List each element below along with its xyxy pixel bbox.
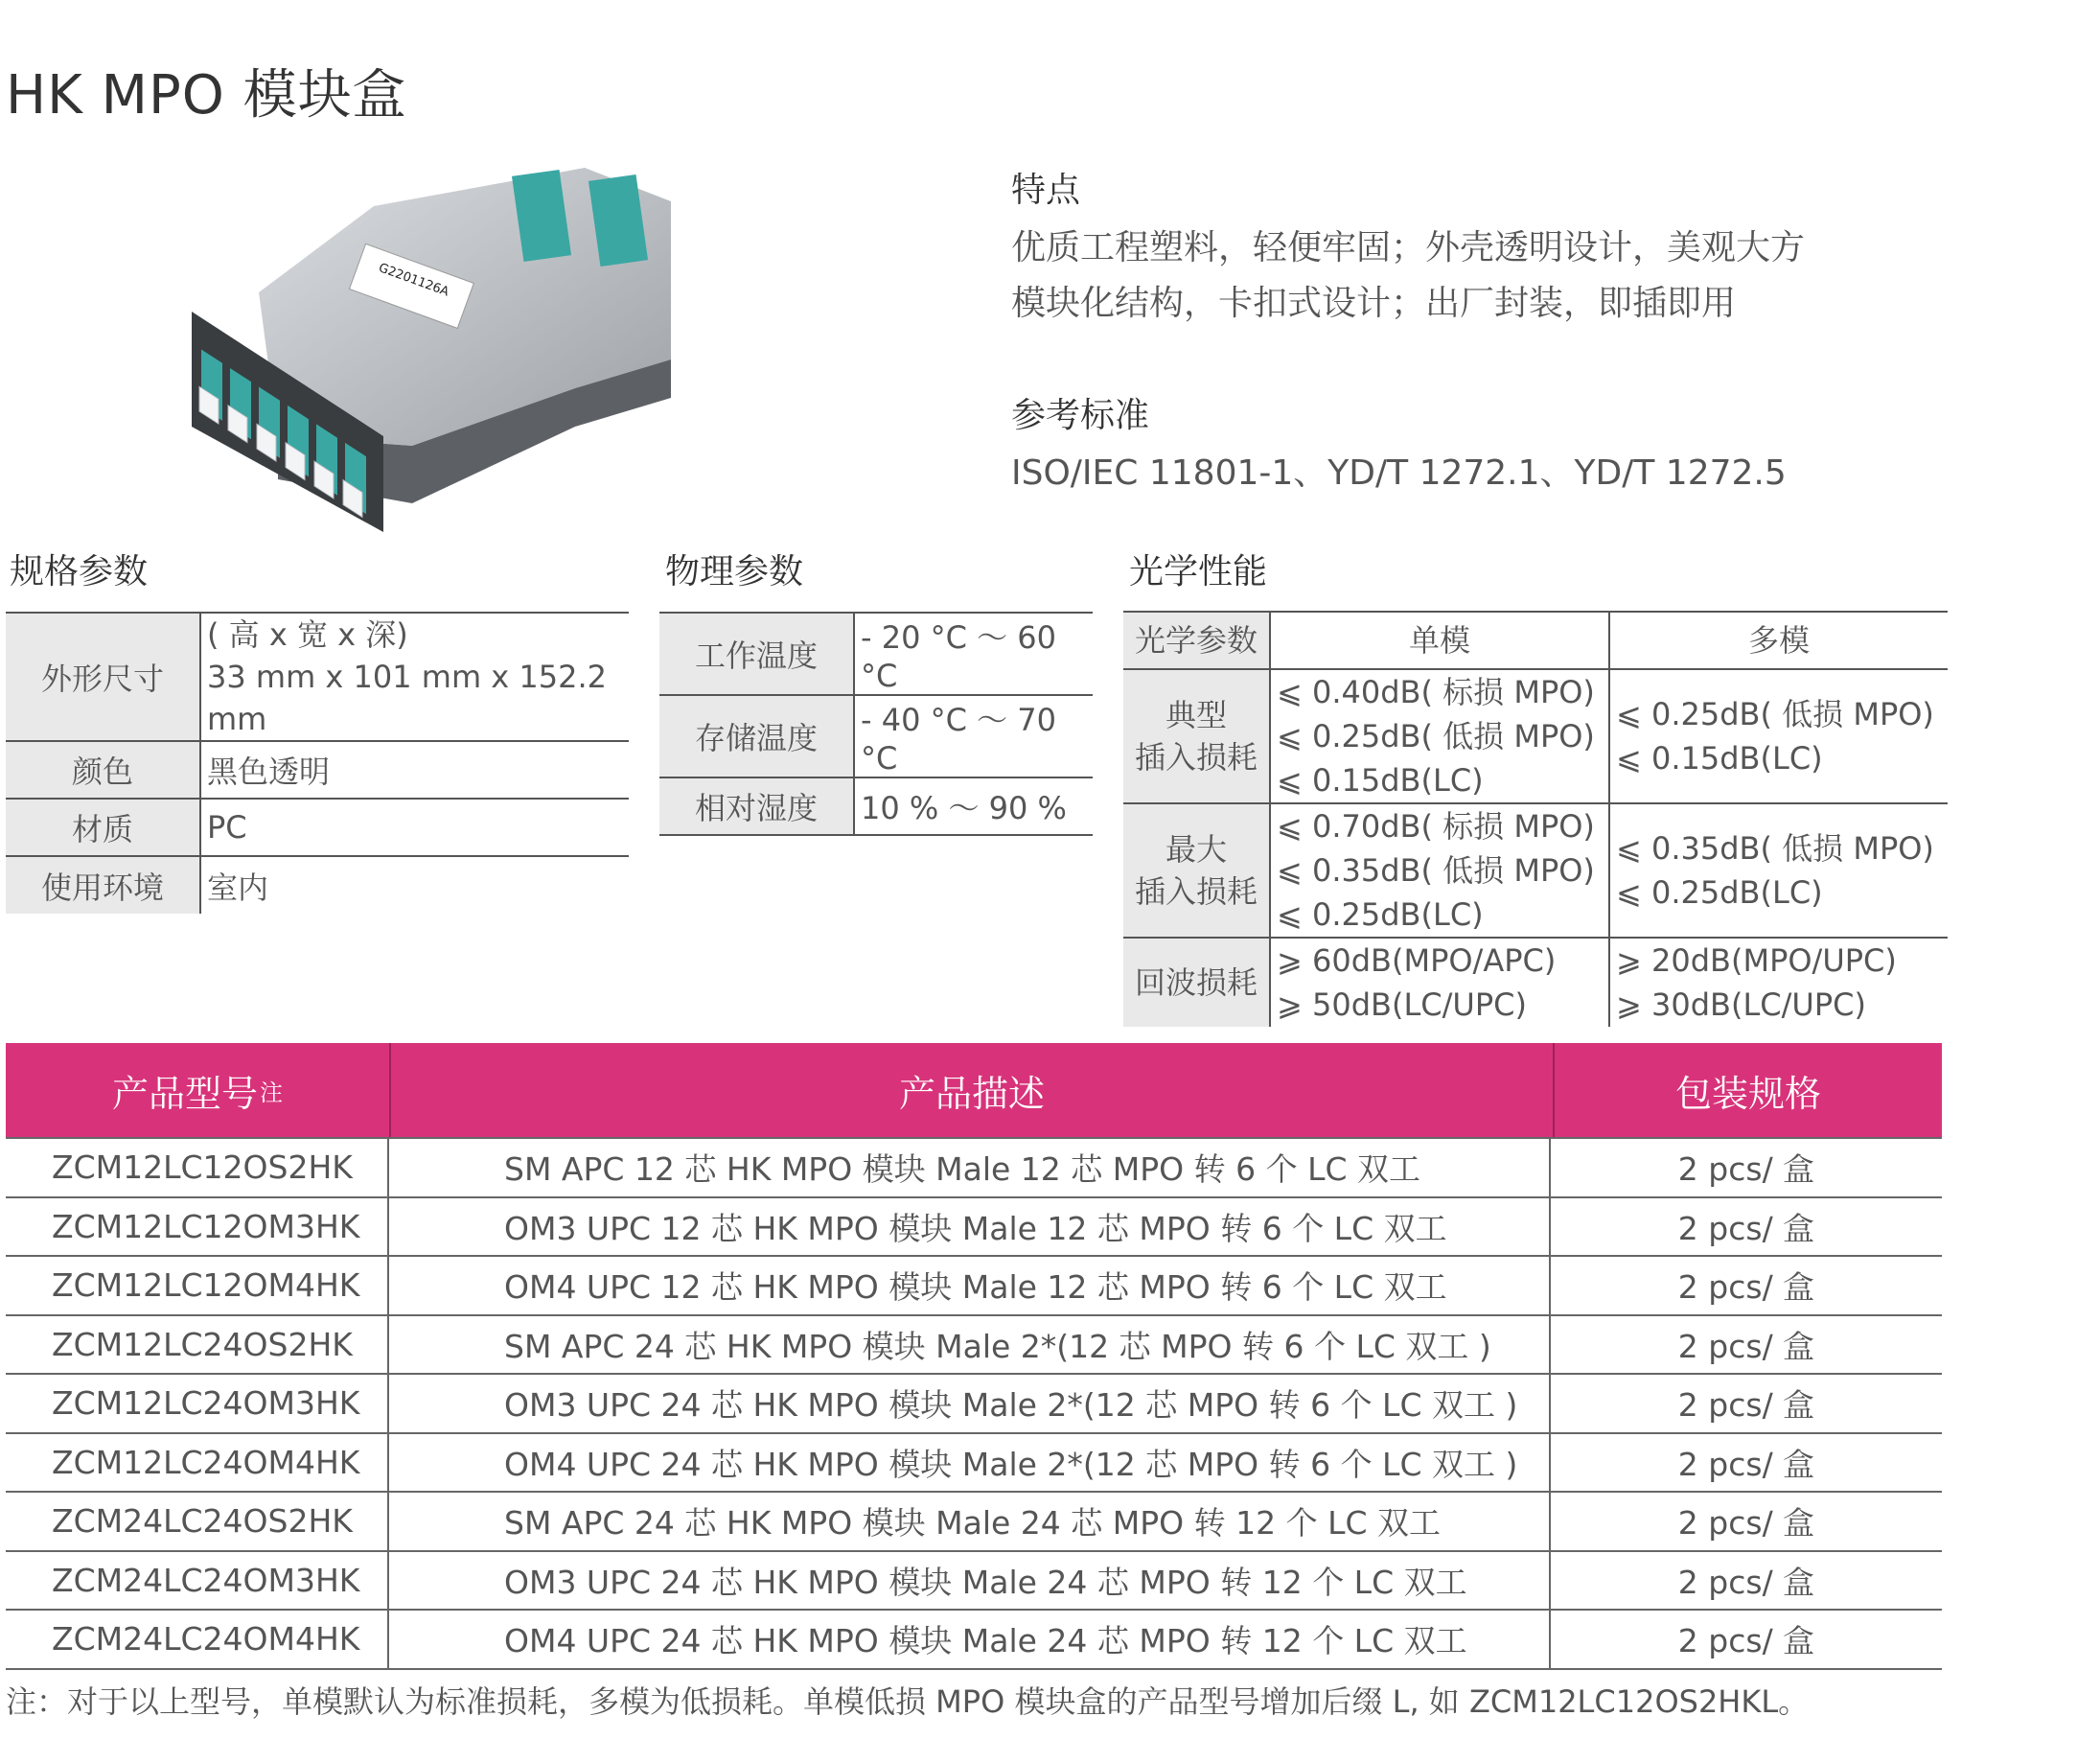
optical-row-label: 插入损耗 (1134, 873, 1258, 910)
spec-label: 材质 (6, 799, 200, 856)
table-row (6, 1611, 1942, 1670)
page-title: HK MPO 模块盒 (6, 64, 407, 127)
physical-label: 相对湿度 (659, 777, 854, 835)
model-cell: ZCM24LC24OM4HK (6, 1611, 389, 1668)
desc-cell: OM4 UPC 24 芯 HK MPO 模块 Male 2*(12 芯 MPO 转 6 个 LC 双工 ) (389, 1434, 1551, 1492)
pack-cell: 2 pcs/ 盒 (1677, 1445, 1815, 1483)
optical-row-label: 插入损耗 (1134, 739, 1258, 776)
optical-mm-value: ⩽ 0.35dB( 低损 MPO) (1616, 830, 1934, 867)
spec-value: PC (207, 809, 247, 846)
optical-mm-value: ⩾ 20dB(MPO/UPC) (1616, 942, 1897, 979)
spec-value: 33 mm x 101 mm x 152.2 mm (207, 659, 607, 737)
model-cell: ZCM12LC24OM3HK (6, 1375, 389, 1432)
spec-label: 颜色 (6, 741, 200, 799)
optical-sm-value: ⩾ 50dB(LC/UPC) (1277, 986, 1527, 1023)
physical-table (659, 612, 1093, 836)
desc-cell: OM3 UPC 24 芯 HK MPO 模块 Male 2*(12 芯 MPO 转 6 个 LC 双工 ) (389, 1375, 1551, 1432)
physical-value: 10 % ～ 90 % (861, 790, 1067, 826)
feature-line: 优质工程塑料，轻便牢固；外壳透明设计，美观大方 (1011, 228, 1806, 267)
optical-mm-value: ⩽ 0.25dB(LC) (1616, 874, 1823, 911)
optical-row-label: 回波损耗 (1123, 938, 1270, 1027)
model-cell: ZCM24LC24OM3HK (6, 1552, 389, 1610)
optical-sm-value: ⩽ 0.15dB(LC) (1277, 762, 1484, 799)
spec-heading: 规格参数 (10, 552, 149, 592)
spec-label: 使用环境 (6, 856, 200, 914)
footnote: 注：对于以上型号，单模默认为标准损耗，多模为低损耗。单模低损 MPO 模块盒的产品型号增加后缀 L, 如 ZCM12LC12OS2HKL。 (6, 1683, 1810, 1720)
physical-heading: 物理参数 (665, 552, 804, 592)
table-row (6, 1434, 1942, 1494)
model-header (6, 1043, 391, 1137)
desc-cell: OM4 UPC 12 芯 HK MPO 模块 Male 12 芯 MPO 转 6 个 LC 双工 (389, 1257, 1551, 1314)
table-row (6, 1316, 1942, 1376)
optical-table (1123, 611, 1948, 1027)
table-row (6, 1137, 1942, 1198)
product-table-header (6, 1043, 1942, 1137)
model-cell: ZCM12LC12OS2HK (6, 1139, 389, 1196)
optical-sm-value: ⩽ 0.70dB( 标损 MPO) (1277, 808, 1595, 845)
mpo-module-box-image (173, 149, 681, 551)
pack-cell: 2 pcs/ 盒 (1677, 1386, 1815, 1425)
spec-value: 黑色透明 (207, 754, 331, 790)
physical-label: 存储温度 (659, 695, 854, 777)
optical-param-header: 光学参数 (1123, 612, 1270, 669)
model-cell: ZCM24LC24OS2HK (6, 1493, 389, 1550)
label-code: G2201126A (376, 261, 451, 300)
table-row (6, 1493, 1942, 1552)
pack-cell: 2 pcs/ 盒 (1677, 1209, 1815, 1247)
desc-cell: OM3 UPC 24 芯 HK MPO 模块 Male 24 芯 MPO 转 12 个 LC 双工 (389, 1552, 1551, 1610)
optical-heading: 光学性能 (1129, 552, 1268, 592)
pack-cell: 2 pcs/ 盒 (1677, 1268, 1815, 1307)
optical-mm-header: 多模 (1609, 612, 1948, 669)
standards-value: ISO/IEC 11801-1、YD/T 1272.1、YD/T 1272.5 (1011, 453, 1787, 493)
model-header-label: 产品型号 (111, 1072, 258, 1115)
pack-cell: 2 pcs/ 盒 (1677, 1150, 1815, 1189)
optical-mm-value: ⩽ 0.15dB(LC) (1616, 740, 1823, 777)
physical-value: - 20 °C ～ 60 °C (861, 619, 1057, 694)
table-row (6, 1552, 1942, 1612)
features-heading: 特点 (1011, 171, 1081, 210)
optical-sm-value: ⩽ 0.25dB( 低损 MPO) (1277, 718, 1595, 754)
pack-cell: 2 pcs/ 盒 (1677, 1327, 1815, 1365)
optical-sm-value: ⩽ 0.25dB(LC) (1277, 896, 1484, 933)
desc-cell: SM APC 24 芯 HK MPO 模块 Male 2*(12 芯 MPO 转 6 个 LC 双工 ) (389, 1316, 1551, 1374)
product-table (6, 1043, 1942, 1670)
model-cell: ZCM12LC12OM3HK (6, 1198, 389, 1256)
physical-value: - 40 °C ～ 70 °C (861, 702, 1057, 777)
desc-cell: SM APC 24 芯 HK MPO 模块 Male 24 芯 MPO 转 12 个 LC 双工 (389, 1493, 1551, 1550)
optical-mm-value: ⩾ 30dB(LC/UPC) (1616, 986, 1866, 1023)
desc-cell: OM3 UPC 12 芯 HK MPO 模块 Male 12 芯 MPO 转 6 个 LC 双工 (389, 1198, 1551, 1256)
optical-sm-value: ⩽ 0.40dB( 标损 MPO) (1277, 674, 1595, 710)
standards-heading: 参考标准 (1011, 396, 1150, 435)
model-header-note: 注 (260, 1079, 283, 1106)
desc-header: 产品描述 (391, 1043, 1555, 1137)
spec-value: 室内 (207, 869, 269, 906)
table-row (6, 1198, 1942, 1258)
desc-cell: OM4 UPC 24 芯 HK MPO 模块 Male 24 芯 MPO 转 12 个 LC 双工 (389, 1611, 1551, 1668)
optical-row-label: 典型 (1165, 697, 1227, 733)
optical-sm-value: ⩽ 0.35dB( 低损 MPO) (1277, 852, 1595, 889)
table-row (6, 1375, 1942, 1434)
spec-value: ( 高 x 宽 x 深) (207, 616, 408, 653)
model-cell: ZCM12LC12OM4HK (6, 1257, 389, 1314)
spec-label: 外形尺寸 (6, 613, 200, 741)
pack-cell: 2 pcs/ 盒 (1677, 1563, 1815, 1601)
pack-cell: 2 pcs/ 盒 (1677, 1504, 1815, 1543)
table-row (6, 1257, 1942, 1316)
optical-mm-value: ⩽ 0.25dB( 低损 MPO) (1616, 696, 1934, 732)
spec-table (6, 612, 629, 914)
model-cell: ZCM12LC24OS2HK (6, 1316, 389, 1374)
optical-sm-value: ⩾ 60dB(MPO/APC) (1277, 942, 1557, 979)
pack-cell: 2 pcs/ 盒 (1677, 1622, 1815, 1660)
desc-cell: SM APC 12 芯 HK MPO 模块 Male 12 芯 MPO 转 6 个 LC 双工 (389, 1139, 1551, 1196)
pack-header: 包装规格 (1674, 1072, 1821, 1115)
optical-sm-header: 单模 (1270, 612, 1609, 669)
feature-line: 模块化结构，卡扣式设计；出厂封装，即插即用 (1011, 284, 1737, 323)
optical-row-label: 最大 (1165, 831, 1227, 868)
model-cell: ZCM12LC24OM4HK (6, 1434, 389, 1492)
physical-label: 工作温度 (659, 613, 854, 695)
